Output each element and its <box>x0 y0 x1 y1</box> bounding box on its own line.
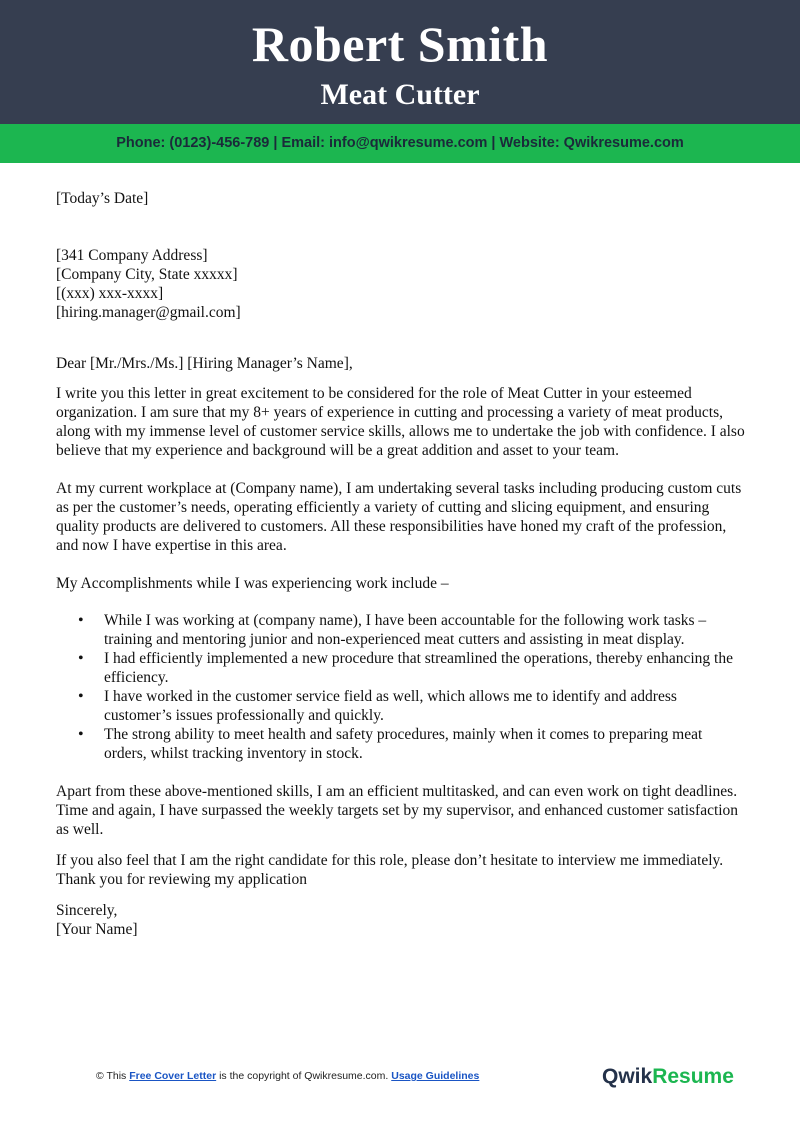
list-item: • While I was working at (company name), I have been accountable for the following work tasks – training and mentoring junior and non-experienced meat cutters and assisting in meat display. <box>104 611 746 649</box>
letter-date: [Today’s Date] <box>56 190 149 207</box>
copyright-prefix: © This <box>96 1070 130 1082</box>
salutation: Dear [Mr./Mrs./Ms.] [Hiring Manager’s Name], <box>56 355 353 372</box>
logo-part-qwik: Qwik <box>602 1065 653 1088</box>
address-line: [(xxx) xxx-xxxx] <box>56 285 164 302</box>
paragraph-closing: If you also feel that I am the right candidate for this role, please don’t hesitate to interview me immediately. Thank you for reviewing my application <box>56 852 724 888</box>
address-line: [341 Company Address] <box>56 247 208 264</box>
signature: [Your Name] <box>56 921 138 938</box>
copyright-notice <box>96 1070 479 1082</box>
list-item: • The strong ability to meet health and safety procedures, mainly when it comes to preparing meat orders, whilst tracking inventory in stock. <box>104 725 746 763</box>
free-cover-letter-link[interactable]: Free Cover Letter <box>129 1070 217 1082</box>
copyright-middle: is the copyright of Qwikresume.com. <box>216 1070 392 1082</box>
list-item: • I have worked in the customer service field as well, which allows me to identify and address customer’s issues professionally and quickly. <box>104 687 746 725</box>
page-footer <box>0 1062 800 1092</box>
accomplishments-list <box>56 611 746 763</box>
logo-part-resume: Resume <box>652 1065 734 1088</box>
paragraph-intro: I write you this letter in great excitement to be considered for the role of Meat Cutter in your esteemed organization. I am sure that my 8+ years of experience in cutting and processing a variety of meat products, along with my immense level of customer service skills, allows me to undertake the job with confidence. I also believe that my experience and background will be a great addition and asset to your team. <box>56 385 745 459</box>
letter-header <box>0 0 800 124</box>
address-line: [hiring.manager@gmail.com] <box>56 304 241 321</box>
contact-bar: Phone: (0123)-456-789 | Email: info@qwikresume.com | Website: Qwikresume.com <box>0 124 800 163</box>
list-item: • I had efficiently implemented a new procedure that streamlined the operations, thereby enhancing the efficiency. <box>104 649 746 687</box>
paragraph-current-work: At my current workplace at (Company name), I am undertaking several tasks including producing custom cuts as per the customer’s needs, operating efficiently a variety of cutting and slicing equipment, and ensuring quality products are delivered to customers. All these responsibilities have honed my craft of the profession, and now I have expertise in this area. <box>56 480 742 554</box>
address-line: [Company City, State xxxxx] <box>56 266 238 283</box>
usage-guidelines-link[interactable]: Usage Guidelines <box>391 1070 480 1082</box>
job-title: Meat Cutter <box>320 78 480 111</box>
paragraph-skills: Apart from these above-mentioned skills, I am an efficient multitasked, and can even work on tight deadlines. Time and again, I have surpassed the weekly targets set by my supervisor, and enhanced customer satisfaction as well. <box>56 783 739 838</box>
qwikresume-logo[interactable] <box>602 1062 734 1092</box>
letter-body <box>56 189 746 939</box>
recipient-address <box>56 246 746 322</box>
accomplishments-intro: My Accomplishments while I was experiencing work include – <box>56 575 449 592</box>
applicant-name: Robert Smith <box>251 16 549 72</box>
closing: Sincerely, <box>56 902 118 919</box>
